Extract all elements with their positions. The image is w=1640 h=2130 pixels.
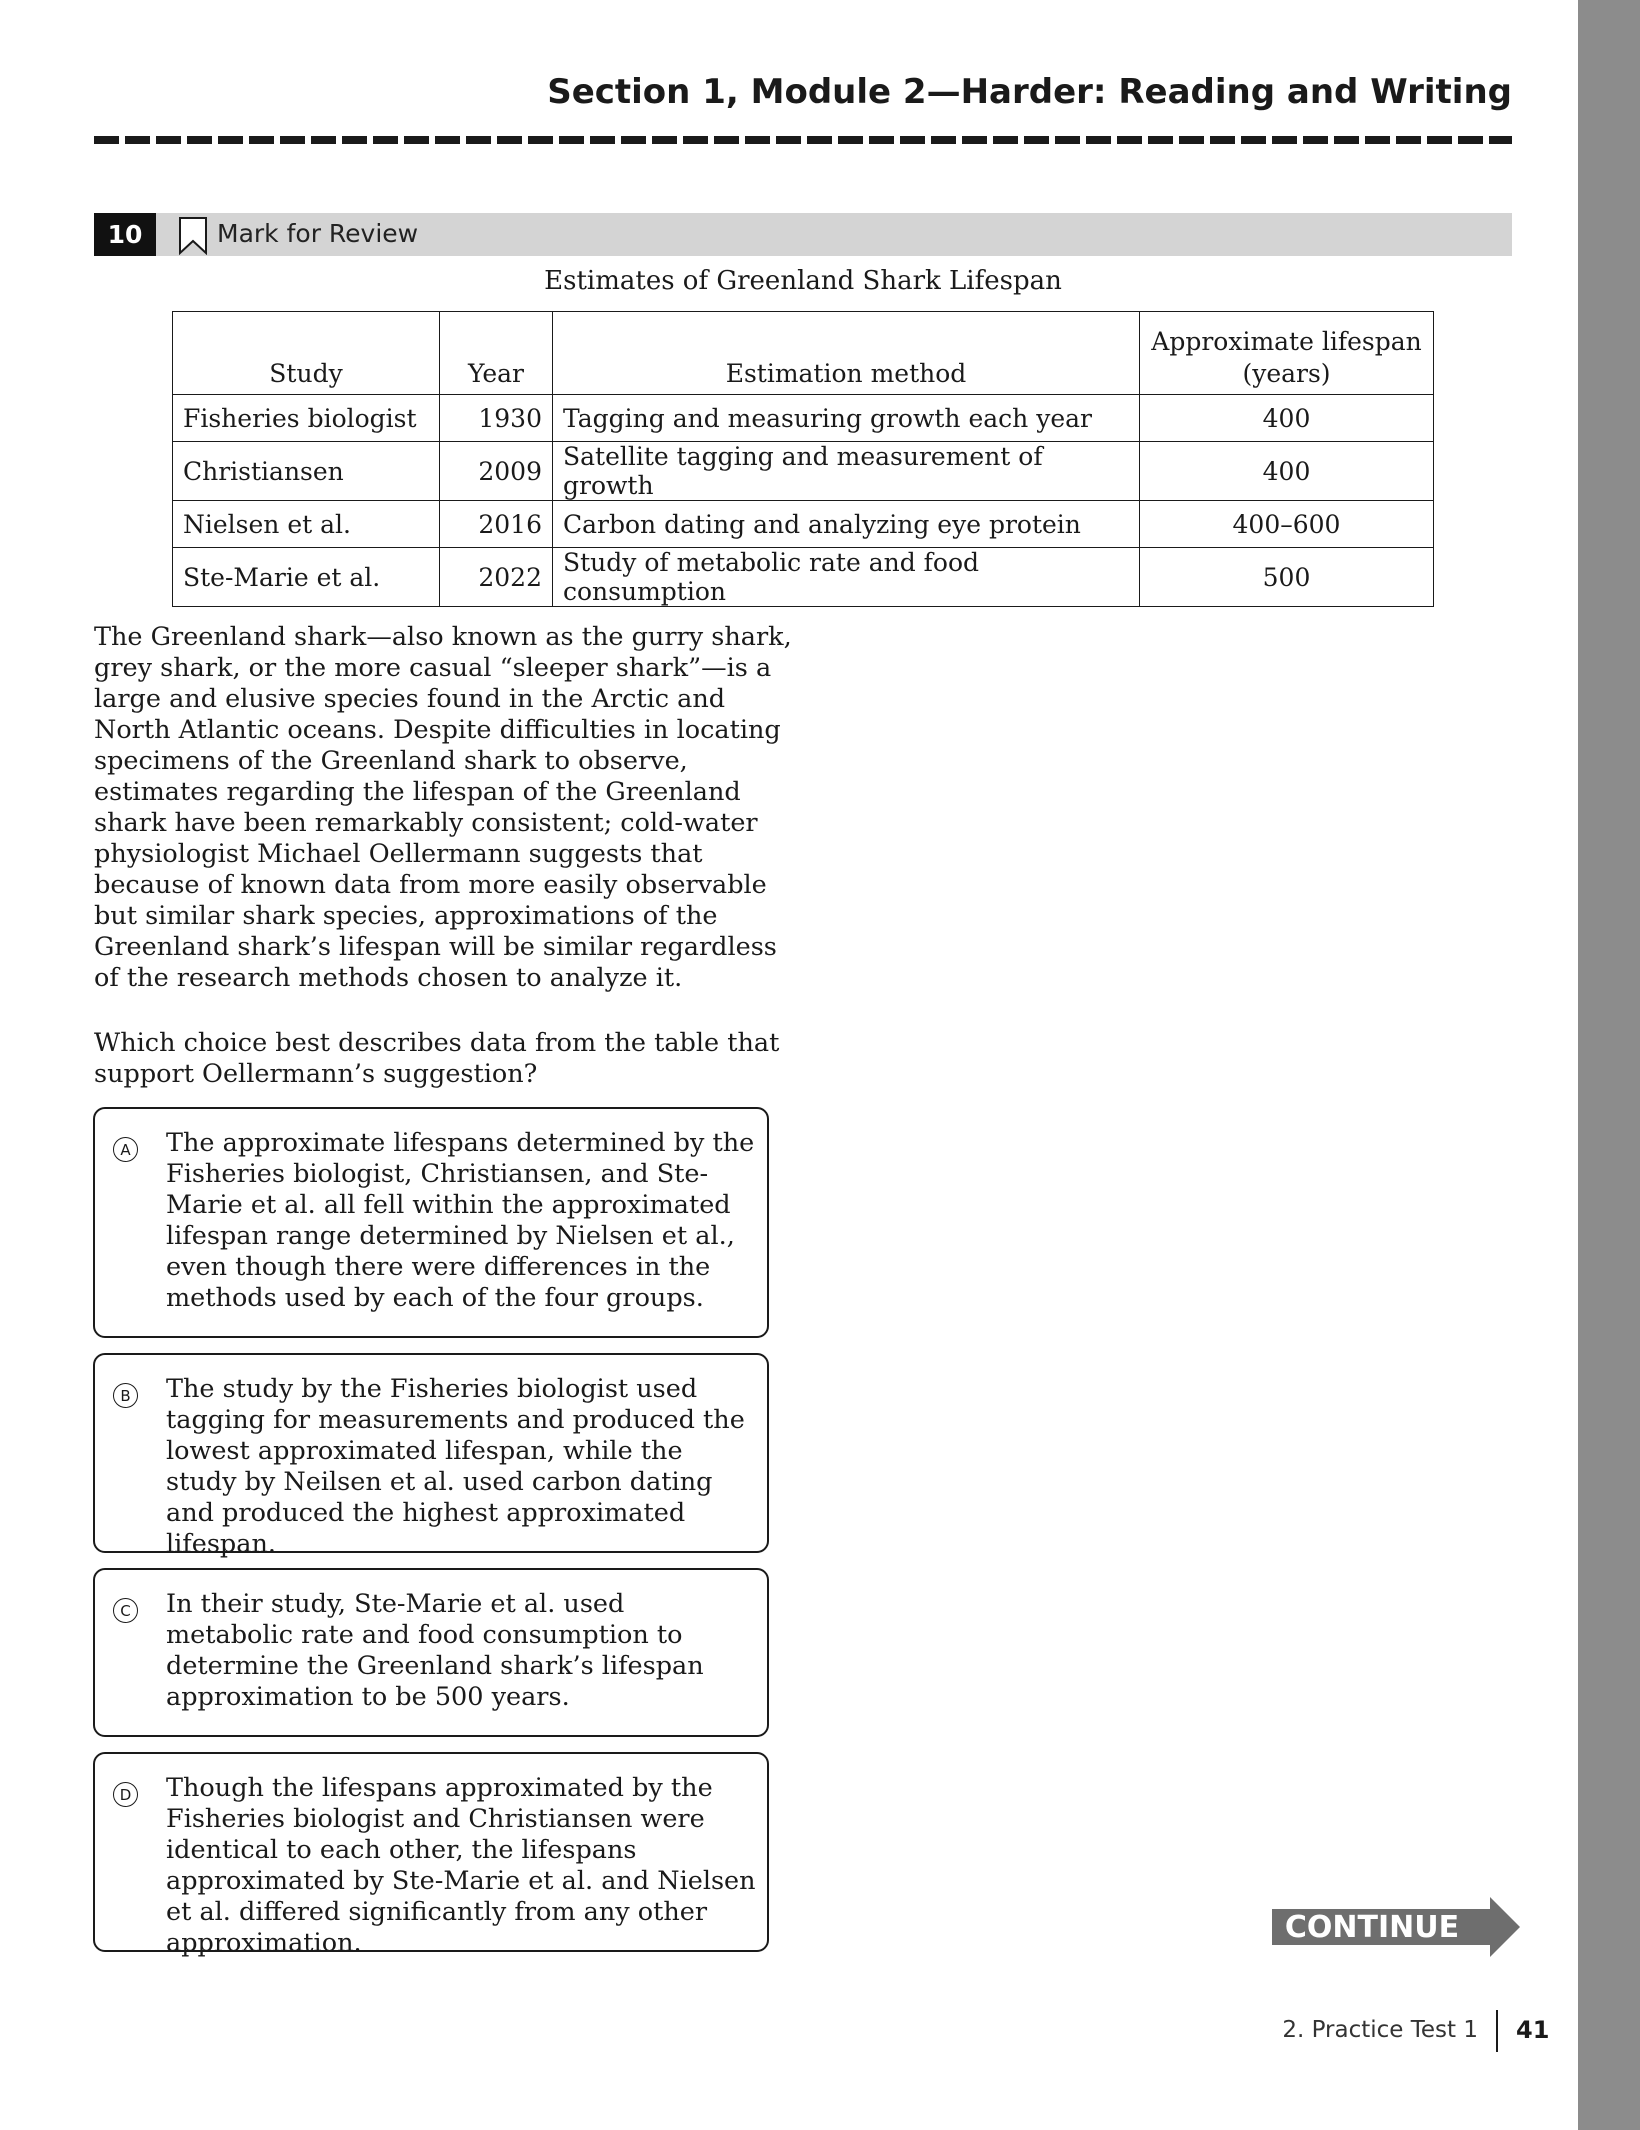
table-cell-study: Fisheries biologist [173, 395, 440, 442]
answer-choice-c[interactable] [93, 1568, 769, 1737]
table-cell-year: 2009 [440, 442, 553, 501]
header-divider [94, 136, 1512, 144]
choice-text-a: The approximate lifespans determined by the Fisheries biologist, Christiansen, and Ste-Marie et al. all fell within the approximated lifespan range determined by Nielsen et al., even though there were differences in the methods used by each of the four groups. [166, 1128, 755, 1313]
section-title: Section 1, Module 2—Harder: Reading and Writing [547, 72, 1512, 112]
answer-choice-d[interactable] [93, 1752, 769, 1958]
table-cell-method: Study of metabolic rate and food consumption [553, 548, 1140, 607]
table-row [173, 395, 1434, 442]
choice-text-c: In their study, Ste-Marie et al. used metabolic rate and food consumption to determine the Greenland shark’s lifespan approximation to be 500 years. [166, 1589, 704, 1712]
table-title: Estimates of Greenland Shark Lifespan [544, 266, 1062, 296]
bookmark-icon[interactable] [178, 217, 208, 255]
lifespan-table [172, 311, 1434, 607]
answer-choice-a[interactable] [93, 1107, 769, 1338]
passage-text: The Greenland shark—also known as the gurry shark, grey shark, or the more casual “sleeper shark”—is a large and elusive species found in the Arctic and North Atlantic oceans. Despite difficulties in locating specimens of the Greenland shark to observe, estimates regarding the lifespan of the Greenland shark have been remarkably consistent; cold-water physiologist Michael Oellermann suggests that because of known data from more easily observable but similar shark species, approximations of the Greenland shark’s lifespan will be similar regardless of the research methods chosen to analyze it. [94, 622, 792, 993]
table-cell-lifespan: 500 [1140, 548, 1434, 607]
table-cell-year: 2022 [440, 548, 553, 607]
question-header-bar [94, 213, 1512, 256]
choice-text-d: Though the lifespans approximated by the Fisheries biologist and Christiansen were identical to each other, the lifespans approximated by Ste-Marie et al. and Nielsen et al. differed significantly from any other approximation. [166, 1773, 756, 1958]
table-cell-study: Christiansen [173, 442, 440, 501]
footer-divider [1496, 2010, 1498, 2052]
table-cell-year: 1930 [440, 395, 553, 442]
continue-label: CONTINUE [1284, 1909, 1460, 1945]
mark-for-review-label[interactable]: Mark for Review [217, 219, 419, 248]
table-row [173, 442, 1434, 501]
table-cell-method: Satellite tagging and measurement of growth [553, 442, 1140, 501]
choice-letter-d: D [113, 1782, 138, 1807]
answer-choice-b[interactable] [93, 1353, 769, 1559]
choice-text-b: The study by the Fisheries biologist used tagging for measurements and produced the lowest approximated lifespan, while the study by Neilsen et al. used carbon dating and produced the highest approximated lifespan. [166, 1374, 745, 1559]
table-header-year: Year [440, 312, 553, 395]
question-number: 10 [94, 213, 156, 256]
choice-letter-c: C [113, 1598, 138, 1623]
table-cell-year: 2016 [440, 501, 553, 548]
table-cell-lifespan: 400 [1140, 395, 1434, 442]
table-row [173, 548, 1434, 607]
chapter-label: 2. Practice Test 1 [1282, 2017, 1478, 2043]
continue-button[interactable] [1272, 1897, 1520, 1957]
table-cell-study: Ste-Marie et al. [173, 548, 440, 607]
question-stem: Which choice best describes data from the table that support Oellermann’s suggestion? [94, 1028, 780, 1089]
table-cell-method: Carbon dating and analyzing eye protein [553, 501, 1140, 548]
table-row [173, 501, 1434, 548]
table-cell-method: Tagging and measuring growth each year [553, 395, 1140, 442]
table-header-lifespan: Approximate lifespan (years) [1140, 312, 1434, 395]
table-header-method: Estimation method [553, 312, 1140, 395]
table-cell-study: Nielsen et al. [173, 501, 440, 548]
page-number: 41 [1516, 2016, 1550, 2044]
choice-letter-a: A [113, 1137, 138, 1162]
page-edge-strip [1578, 0, 1640, 2130]
table-header-study: Study [173, 312, 440, 395]
table-cell-lifespan: 400 [1140, 442, 1434, 501]
choice-letter-b: B [113, 1383, 138, 1408]
table-cell-lifespan: 400–600 [1140, 501, 1434, 548]
table-header-row [173, 312, 1434, 395]
